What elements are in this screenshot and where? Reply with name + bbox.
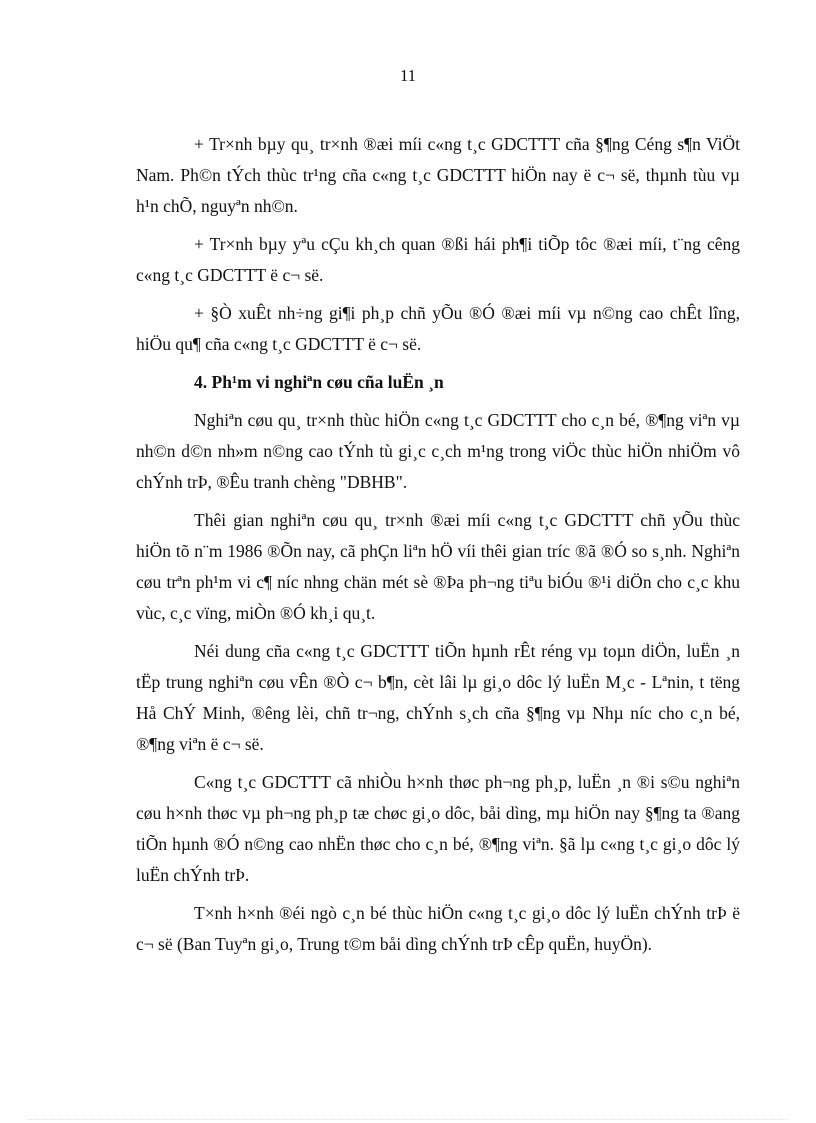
scope-paragraph-1: Nghiªn cøu qu¸ tr×nh thùc hiÖn c«ng t¸c GDCTTT cho c¸n bé, ®¶ng viªn vµ nh©n d©n nh»m n©ng cao tÝnh tù gi¸c c¸ch m¹ng trong viÖc thùc hiÖn nhiÖm vô chÝnh trÞ, ®Êu tranh chèng "DBHB". [136,410,740,492]
objective-paragraph-1: + Tr×nh bµy qu¸ tr×nh ®æi míi c«ng t¸c GDCTTT cña §¶ng Céng s¶n ViÖt Nam. Ph©n tÝch thùc tr¹ng cña c«ng t¸c GDCTTT hiÖn nay ë c¬ së, thµnh tùu vµ h¹n chÕ, nguyªn nh©n. [136,134,740,216]
document-body [136,129,740,967]
objective-paragraph-3: + §Ò xuÊt nh÷ng gi¶i ph¸p chñ yÕu ®Ó ®æi míi vµ n©ng cao chÊt lîng, hiÖu qu¶ cña c«ng t¸c GDCTTT ë c¬ së. [136,303,740,354]
objective-paragraph-2: + Tr×nh bµy yªu cÇu kh¸ch quan ®ßi hái ph¶i tiÕp tôc ®æi míi, t¨ng cêng c«ng t¸c GDCTTT ë c¬ së. [136,234,740,285]
page-number: 11 [399,66,417,85]
scope-paragraph-2: Thêi gian nghiªn cøu qu¸ tr×nh ®æi míi c«ng t¸c GDCTTT chñ yÕu thùc hiÖn tõ n¨m 1986 ®Õn nay, cã phÇn liªn hÖ víi thêi gian tríc ®ã ®Ó so s¸nh. Nghiªn cøu trªn ph¹m vi c¶ níc nhng chän mét sè ®Þa ph¬ng tiªu biÓu ®¹i diÖn cho c¸c khu vùc, c¸c vïng, miÒn ®Ó kh¸i qu¸t. [136,510,740,623]
scope-paragraph-3: Néi dung cña c«ng t¸c GDCTTT tiÕn hµnh rÊt réng vµ toµn diÖn, luËn ¸n tËp trung nghiªn cøu vÊn ®Ò c¬ b¶n, cèt lâi lµ gi¸o dôc lý luËn M¸c - Lªnin, t tëng Hå ChÝ Minh, ®êng lèi, chñ tr¬ng, chÝnh s¸ch cña §¶ng vµ Nhµ níc cho c¸n bé, ®¶ng viªn ë c¬ së. [136,641,740,754]
scope-paragraph-4: C«ng t¸c GDCTTT cã nhiÒu h×nh thøc ph¬ng ph¸p, luËn ¸n ®i s©u nghiªn cøu h×nh thøc vµ ph¬ng ph¸p tæ chøc gi¸o dôc, båi dìng, mµ hiÖn nay §¶ng ta ®ang tiÕn hµnh ®Ó n©ng cao nhËn thøc cho c¸n bé, ®¶ng viªn. §ã lµ c«ng t¸c gi¸o dôc lý luËn chÝnh trÞ. [136,772,740,885]
page-bottom-divider [28,1119,788,1120]
section-heading: 4. Ph¹m vi nghiªn cøu cña luËn ¸n [194,372,444,392]
scope-paragraph-5: T×nh h×nh ®éi ngò c¸n bé thùc hiÖn c«ng t¸c gi¸o dôc lý luËn chÝnh trÞ ë c¬ së (Ban Tuyªn gi¸o, Trung t©m båi dìng chÝnh trÞ cÊp quËn, huyÖn). [136,903,740,954]
